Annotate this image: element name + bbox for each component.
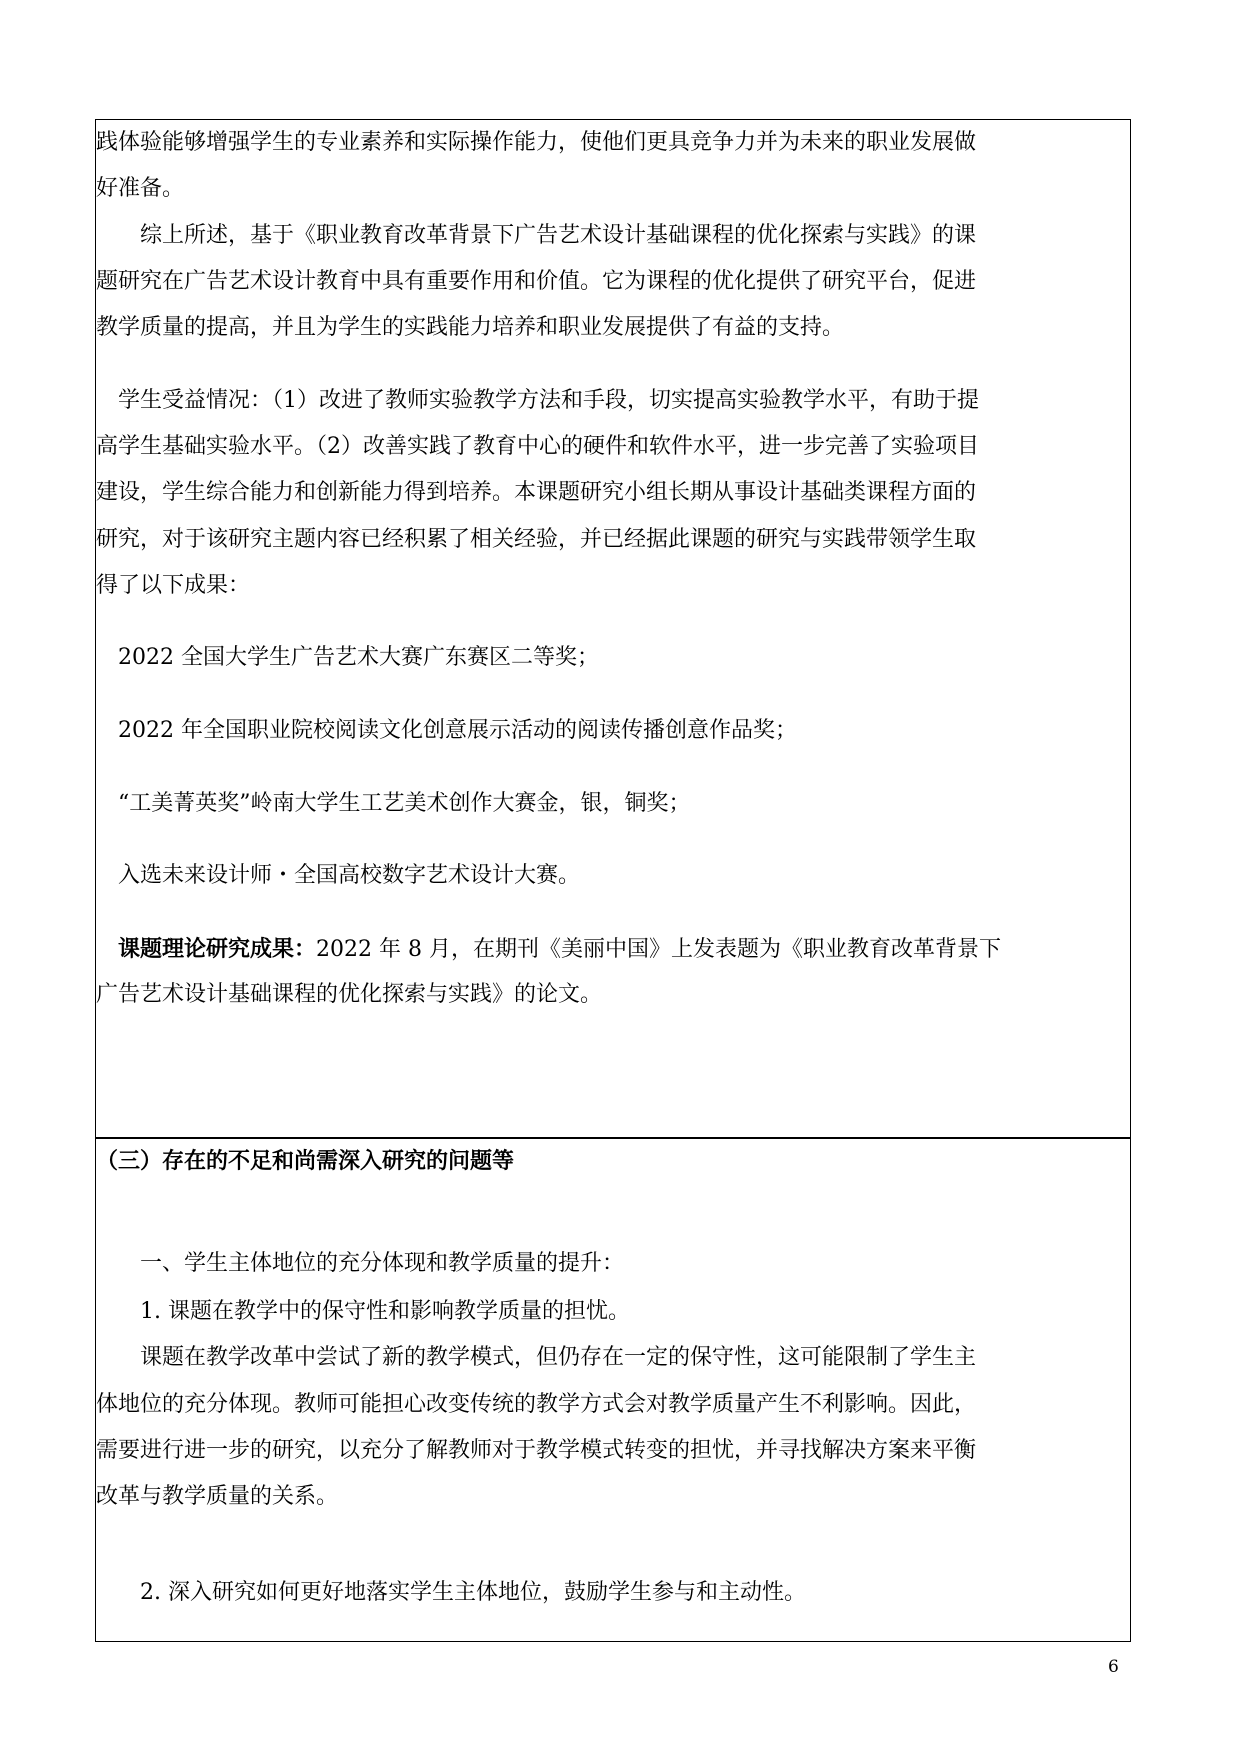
award-item: 2022 全国大学生广告艺术大赛广东赛区二等奖； — [96, 645, 599, 670]
section-box-achievements — [95, 119, 1131, 1139]
theory-text: 2022 年 8 月，在期刊《美丽中国》上发表题为《职业教育改革背景下 — [316, 937, 1001, 962]
intro-line: 好准备。 — [96, 176, 185, 201]
summary-line: 综上所述，基于《职业教育改革背景下广告艺术设计基础课程的优化探索与实践》的课 — [96, 223, 977, 248]
award-item: 入选未来设计师・全国高校数字艺术设计大赛。 — [96, 863, 581, 888]
paragraph-line: 改革与教学质量的关系。 — [96, 1484, 339, 1509]
point-subtitle: 1. 课题在教学中的保守性和影响教学质量的担忧。 — [96, 1299, 630, 1324]
paragraph-line: 课题在教学改革中尝试了新的教学模式，但仍存在一定的保守性，这可能限制了学生主 — [96, 1345, 977, 1370]
award-item: “工美菁英奖”岭南大学生工艺美术创作大赛金，银，铜奖； — [96, 791, 691, 816]
paragraph-line: 体地位的充分体现。教师可能担心改变传统的教学方式会对教学质量产生不利影响。因此， — [96, 1392, 977, 1417]
benefit-line: 学生受益情况：（1）改进了教师实验教学方法和手段，切实提高实验教学水平，有助于提 — [96, 388, 980, 413]
theory-line: 广告艺术设计基础课程的优化探索与实践》的论文。 — [96, 982, 603, 1007]
benefit-line: 得了以下成果： — [96, 573, 251, 598]
page-number: 6 — [1108, 1657, 1119, 1677]
section-heading: （三）存在的不足和尚需深入研究的问题等 — [96, 1148, 515, 1174]
intro-line: 践体验能够增强学生的专业素养和实际操作能力，使他们更具竞争力并为未来的职业发展做 — [96, 130, 977, 155]
benefit-line: 建设，学生综合能力和创新能力得到培养。本课题研究小组长期从事设计基础类课程方面的 — [96, 480, 977, 505]
point-subtitle: 2. 深入研究如何更好地落实学生主体地位，鼓励学生参与和主动性。 — [96, 1580, 806, 1605]
section-box-shortcomings — [95, 1137, 1131, 1642]
summary-line: 题研究在广告艺术设计教育中具有重要作用和价值。它为课程的优化提供了研究平台，促进 — [96, 269, 977, 294]
paragraph-line: 需要进行进一步的研究，以充分了解教师对于教学模式转变的担忧，并寻找解决方案来平衡 — [96, 1438, 977, 1463]
point-title: 一、学生主体地位的充分体现和教学质量的提升： — [96, 1251, 625, 1276]
benefit-line: 高学生基础实验水平。（2）改善实践了教育中心的硬件和软件水平，进一步完善了实验项目 — [96, 434, 980, 459]
theory-label: 课题理论研究成果： — [96, 936, 317, 962]
benefit-line: 研究，对于该研究主题内容已经积累了相关经验，并已经据此课题的研究与实践带领学生取 — [96, 527, 977, 552]
summary-line: 教学质量的提高，并且为学生的实践能力培养和职业发展提供了有益的支持。 — [96, 315, 845, 340]
award-item: 2022 年全国职业院校阅读文化创意展示活动的阅读传播创意作品奖； — [96, 718, 797, 743]
theory-line — [96, 934, 1001, 965]
